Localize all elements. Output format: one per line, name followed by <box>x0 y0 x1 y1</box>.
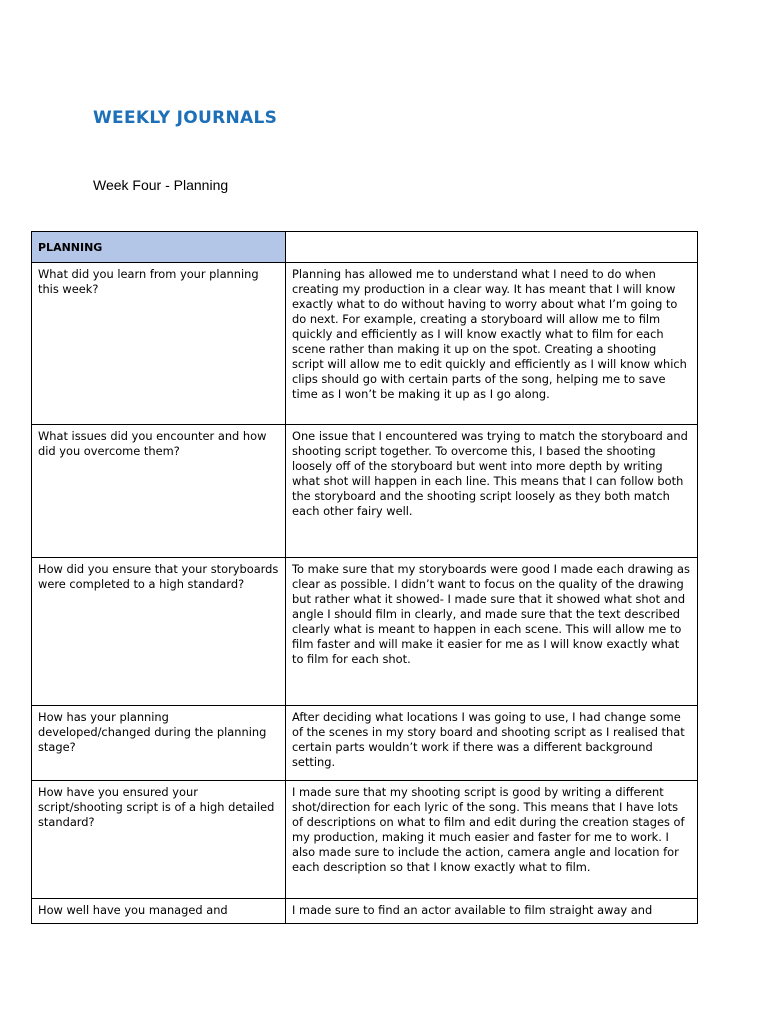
answer-cell: Planning has allowed me to understand what I need to do when creating my production in a clear way. It has meant that I will know exactly what to do without having to worry about what I’m going to do next. For example, creating a storyboard will allow me to film quickly and efficiently as I will know exactly what to film for each scene rather than making it up on the spot. Creating a shooting script will allow me to edit quickly and efficiently as I will know which clips should go with certain parts of the song, helping me to save time as I won’t be making it up as I go along. <box>286 263 698 425</box>
table-header-row <box>32 232 698 263</box>
answer-cell: After deciding what locations I was going to use, I had change some of the scenes in my story board and shooting script as I realised that certain parts wouldn’t work if there was a different background setting. <box>286 706 698 781</box>
table-row <box>32 781 698 899</box>
question-cell: How has your planning developed/changed during the planning stage? <box>32 706 286 781</box>
table-row <box>32 706 698 781</box>
answer-cell: One issue that I encountered was trying to match the storyboard and shooting script together. To overcome this, I based the shooting loosely off of the storyboard but went into more depth by writing what shot will happen in each line. This means that I can follow both the storyboard and the shooting script loosely as they both match each other fairy well. <box>286 425 698 558</box>
table-header-answer <box>286 232 698 263</box>
table-row <box>32 263 698 425</box>
table-header-planning: PLANNING <box>32 232 286 263</box>
table-row <box>32 425 698 558</box>
question-cell: How well have you managed and <box>32 899 286 924</box>
answer-cell: To make sure that my storyboards were good I made each drawing as clear as possible. I didn’t want to focus on the quality of the drawing but rather what it showed- I made sure that it showed what shot and angle I should film in clearly, and made sure that the text described clearly what is meant to happen in each scene. This will allow me to film faster and will make it easier for me as I will know exactly what to film for each shot. <box>286 558 698 706</box>
planning-table <box>31 231 698 924</box>
table-row <box>32 899 698 924</box>
question-cell: How have you ensured your script/shooting script is of a high detailed standard? <box>32 781 286 899</box>
question-cell: What did you learn from your planning this week? <box>32 263 286 425</box>
answer-cell: I made sure that my shooting script is good by writing a different shot/direction for each lyric of the song. This means that I have lots of descriptions on what to film and edit during the creation stages of my production, making it much easier and faster for me to work. I also made sure to include the action, camera angle and location for each description so that I know exactly what to film. <box>286 781 698 899</box>
page-title: WEEKLY JOURNALS <box>93 108 278 128</box>
question-cell: How did you ensure that your storyboards were completed to a high standard? <box>32 558 286 706</box>
page-subtitle: Week Four - Planning <box>93 177 229 193</box>
table-row <box>32 558 698 706</box>
question-cell: What issues did you encounter and how did you overcome them? <box>32 425 286 558</box>
answer-cell: I made sure to find an actor available to film straight away and <box>286 899 698 924</box>
